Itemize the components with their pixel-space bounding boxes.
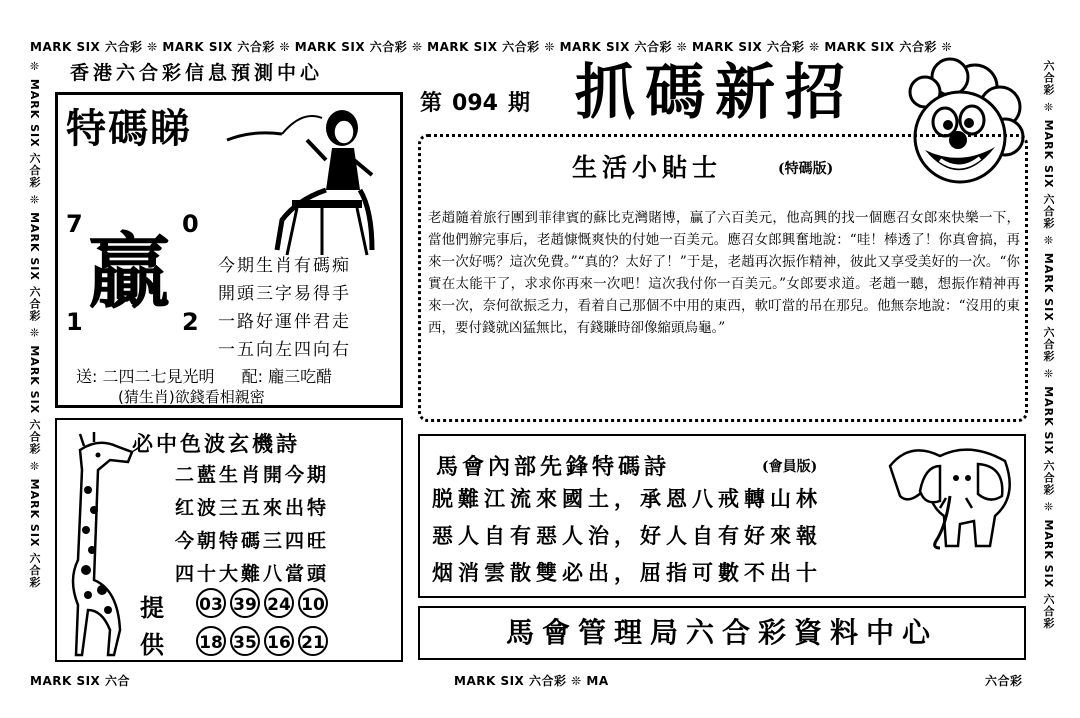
bottom-border-right: 六合彩 [985, 674, 1023, 688]
tema-num-br: 2 [182, 308, 199, 336]
pair-value: 龐三吃醋 [268, 367, 333, 386]
elephant-icon [880, 436, 1020, 556]
issue-prefix: 第 [420, 90, 443, 116]
bottom-border-center: MARK SIX 六合彩 ❊ MA [454, 674, 609, 688]
elephant-poem [432, 480, 822, 591]
tips-subtitle: (特碼版) [778, 161, 834, 177]
left-border-text: ❊ MARK SIX 六合彩 ❊ MARK SIX 六合彩 ❊ MARK SIX 六合彩 ❊ MARK SIX 六合彩 [28, 60, 41, 589]
right-border-text: 六合彩 ❊ MARK SIX 六合彩 ❊ MARK SIX 六合彩 ❊ MARK SIX 六合彩 ❊ MARK SIX 六合彩 [1042, 60, 1055, 630]
numbers-row-1 [196, 588, 332, 618]
tema-poem-line: 一五向左四向右 [218, 340, 351, 360]
number-ball: 18 [196, 626, 226, 656]
elephant-poem-line: 惡人自有惡人治，好人自有好來報 [432, 523, 822, 548]
bottom-border-left: MARK SIX 六合 [30, 674, 130, 688]
tema-num-tl: 7 [66, 210, 83, 238]
giraffe-icon [58, 430, 148, 660]
giraffe-poem-line: 四十大難八當頭 [175, 563, 330, 585]
number-ball: 16 [264, 626, 294, 656]
tema-poem-line: 一路好運伴君走 [218, 312, 351, 332]
giraffe-title: 必中色波玄機詩 [132, 431, 300, 456]
issue-label [420, 86, 530, 117]
tips-title: 生活小貼士 [572, 153, 723, 182]
tema-big-char: 贏 [88, 224, 171, 320]
giraffe-poem-line: 今朝特碼三四旺 [175, 530, 330, 552]
tips-body: 老趙隨着旅行團到菲律賓的蘇比克灣賭博，贏了六百美元，他高興的找一個應召女郎來快樂一下，當他們辦完事后，老趙慷慨爽快的付她一百美元。應召女郎興奮地說：“哇！棒透了！你真會搞，再來一次好嗎？這次免費。”“真的？太好了！”于是，老趙再次振作精神，彼此又享受美好的一次。“你實在太能干了，求求你再來一次吧！這次我付你一百美元。”女郎要求道。老趙一聽，想振作精神再來一次，奈何欲振乏力，看着自己那個不中用的東西，軟叮當的吊在那兒。他無奈地說：“沒用的東西，要付錢就凶猛無比，有錢賺時卻像縮頭烏龜。” [428, 210, 1020, 336]
issue-number: 094 [452, 91, 498, 116]
provide-label-2: 供 [140, 630, 164, 659]
tema-poem-line: 開頭三字易得手 [218, 284, 351, 304]
numbers-row-2 [196, 626, 332, 656]
giraffe-poem-line: 二藍生肖開今期 [175, 464, 330, 486]
issue-suffix: 期 [507, 90, 530, 116]
tema-poem [218, 252, 351, 364]
number-ball: 03 [196, 588, 226, 618]
elephant-poem-line: 脱難江流來國土，承恩八戒轉山林 [432, 486, 822, 511]
elephant-subtitle: (會員版) [762, 459, 818, 475]
number-ball: 24 [264, 588, 294, 618]
provide-label-1: 提 [140, 593, 164, 622]
footer-banner: 馬會管理局六合彩資料中心 [505, 616, 938, 649]
tema-num-tr: 0 [182, 210, 199, 238]
gift-label: 送: [76, 367, 98, 386]
number-ball: 39 [230, 588, 260, 618]
woman-figure-icon [222, 100, 392, 260]
pair-label: 配: [241, 367, 264, 386]
main-title: 抓碼新招 [575, 58, 855, 128]
number-ball: 21 [298, 626, 328, 656]
tema-num-bl: 1 [66, 308, 83, 336]
gift-value: 二四二七見光明 [102, 367, 215, 386]
tema-gift-row [76, 364, 332, 387]
giraffe-poem-line: 红波三五來出特 [175, 497, 330, 519]
tema-hint: (猜生肖)欲錢看相親密 [118, 388, 265, 406]
tema-poem-line: 今期生肖有碼痴 [218, 256, 351, 276]
elephant-title: 馬會內部先鋒特碼詩 [436, 454, 671, 480]
elephant-poem-line: 烟消雲散雙必出，屈指可數不出十 [432, 560, 822, 585]
number-ball: 35 [230, 626, 260, 656]
center-name: 香港六合彩信息預測中心 [70, 62, 324, 84]
top-border-text: MARK SIX 六合彩 ❊ MARK SIX 六合彩 ❊ MARK SIX 六合彩 ❊ MARK SIX 六合彩 ❊ MARK SIX 六合彩 ❊ MARK SIX 六合彩 ❊ MARK SIX 六合彩 ❊ [30, 40, 953, 54]
giraffe-poem [175, 459, 329, 591]
number-ball: 10 [298, 588, 328, 618]
tema-title: 特碼睇 [66, 105, 192, 152]
